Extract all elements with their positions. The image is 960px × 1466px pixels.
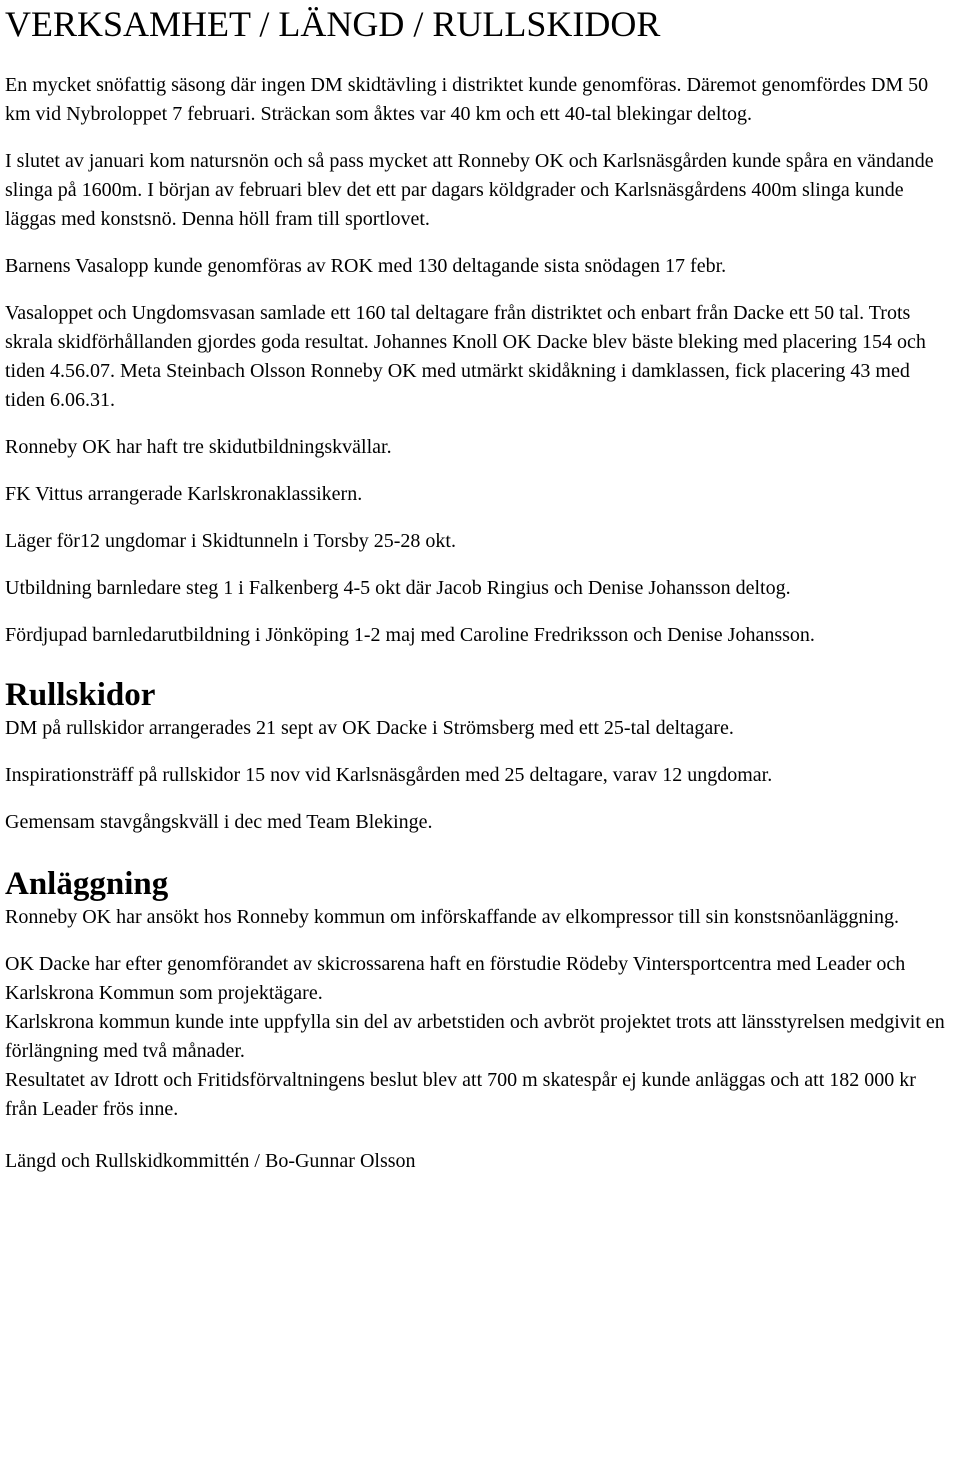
paragraph-elkompressor: Ronneby OK har ansökt hos Ronneby kommun om införskaffande av elkompressor till sin konstsnöanläggning. — [5, 906, 899, 928]
paragraph-utbildning-barnledare: Utbildning barnledare steg 1 i Falkenberg 4-5 okt där Jacob Ringius och Denise Johansson deltog. — [5, 577, 791, 599]
signature: Längd och Rullskidkommittén / Bo-Gunnar Olsson — [5, 1150, 416, 1172]
paragraph-dm-rullskidor: DM på rullskidor arrangerades 21 sept av OK Dacke i Strömsberg med ett 25-tal deltagare. — [5, 717, 734, 739]
paragraph-inspirationstraff: Inspirationsträff på rullskidor 15 nov vid Karlsnäsgården med 25 deltagare, varav 12 ungdomar. — [5, 764, 773, 786]
paragraph-vasaloppet: Vasaloppet och Ungdomsvasan samlade ett 160 tal deltagare från distriktet och enbart från Dacke ett 50 tal. Trots skrala skidförhållanden gjordes goda resultat. Johannes Knoll OK Dacke blev bäste bleking med placering 154 och tiden 4.56.07. Meta Steinbach Olsson Ronneby OK med utmärkt skidåkning i damklassen, fick placering 43 med tiden 6.06.31. — [5, 302, 926, 411]
paragraph-lager: Läger för12 ungdomar i Skidtunneln i Torsby 25-28 okt. — [5, 530, 456, 552]
paragraph-barnens-vasalopp: Barnens Vasalopp kunde genomföras av ROK med 130 deltagande sista snödagen 17 febr. — [5, 255, 727, 277]
paragraph-karlskrona-kommun: Karlskrona kommun kunde inte uppfylla sin del av arbetstiden och avbröt projektet trots att länsstyrelsen medgivit en förlängning med två månader. — [5, 1011, 945, 1062]
paragraph-stavgangskvall: Gemensam stavgångskväll i dec med Team Blekinge. — [5, 811, 433, 833]
paragraph-forstudie: OK Dacke har efter genomförandet av skicrossarena haft en förstudie Rödeby Vintersportcentra med Leader och Karlskrona Kommun som projektägare. — [5, 953, 906, 1004]
paragraph-skidutbildning: Ronneby OK har haft tre skidutbildningskvällar. — [5, 436, 392, 458]
paragraph-resultatet: Resultatet av Idrott och Fritidsförvaltningens beslut blev att 700 m skatespår ej kunde anläggas och att 182 000 kr från Leader frös inne. — [5, 1069, 916, 1120]
paragraph-natursno: I slutet av januari kom natursnön och så pass mycket att Ronneby OK och Karlsnäsgården kunde spåra en vändande slinga på 1600m. I början av februari blev det ett par dagars köldgrader och Karlsnäsgårdens 400m slinga kunde läggas med konstsnö. Denna höll fram till sportlovet. — [5, 150, 934, 230]
page-title: VERKSAMHET / LÄNGD / RULLSKIDOR — [5, 4, 661, 44]
section-heading-rullskidor: Rullskidor — [5, 677, 156, 713]
section-heading-anlaggning: Anläggning — [5, 866, 169, 902]
paragraph-dm-season: En mycket snöfattig säsong där ingen DM skidtävling i distriktet kunde genomföras. Däremot genomfördes DM 50 km vid Nybroloppet 7 februari. Sträckan som åktes var 40 km och ett 40-tal blekingar deltog. — [5, 74, 929, 125]
paragraph-karlskronaklassikern: FK Vittus arrangerade Karlskronaklassikern. — [5, 483, 363, 505]
paragraph-fordjupad-utbildning: Fördjupad barnledarutbildning i Jönköping 1-2 maj med Caroline Fredriksson och Denise Johansson. — [5, 624, 815, 646]
